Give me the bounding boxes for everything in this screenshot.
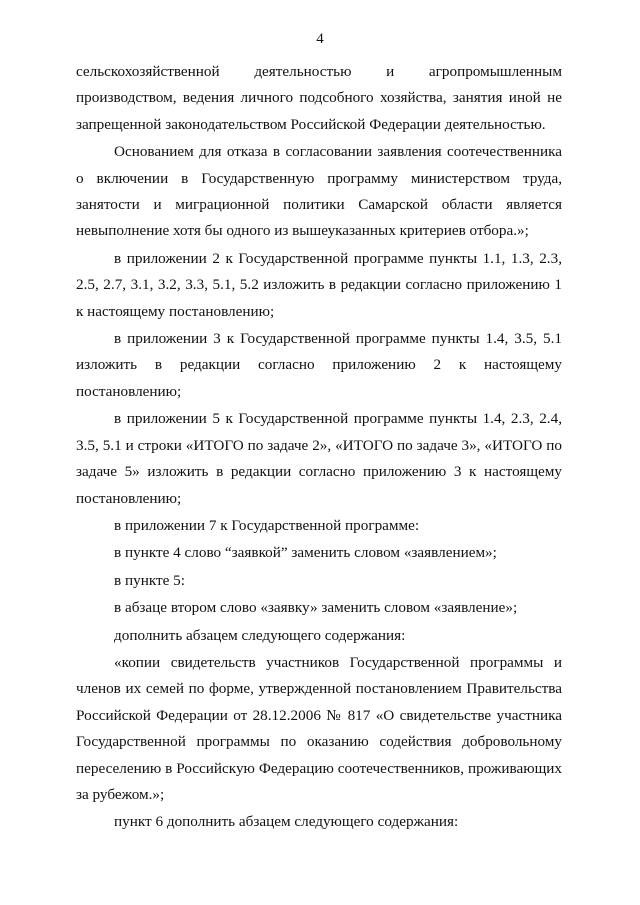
paragraph-12: пункт 6 дополнить абзацем следующего содержания:: [114, 813, 459, 831]
paragraph-7: в пункте 4 слово “заявкой” заменить словом «заявлением»;: [114, 544, 497, 562]
paragraph-4: в приложении 3 к Государственной программе пункты 1.4, 3.5, 5.1 изложить в редакции согласно приложению 2 к настоящему постановлению;: [76, 330, 562, 400]
document-body: [76, 59, 562, 836]
paragraph-8: в пункте 5:: [114, 571, 185, 589]
paragraph-11: «копии свидетельств участников Государственной программы и членов их семей по форме, утвержденной постановлением Правительства Российской Федерации от 28.12.2006 № 817 «О свидетельстве участника Государственной программы по оказанию содействия добровольному переселению в Российскую Федерацию соотечественников, проживающих за рубежом.»;: [76, 653, 562, 803]
paragraph-9: в абзаце втором слово «заявку» заменить словом «заявление»;: [114, 599, 518, 617]
paragraph-1: сельскохозяйственной деятельностью и агропромышленным производством, ведения личного подсобного хозяйства, занятия иной не запрещенной законодательством Российской Федерации деятельностью.: [76, 63, 562, 133]
paragraph-10: дополнить абзацем следующего содержания:: [114, 626, 406, 644]
paragraph-6: в приложении 7 к Государственной программе:: [114, 516, 420, 534]
page-number: 4: [316, 31, 324, 47]
paragraph-5: в приложении 5 к Государственной программе пункты 1.4, 2.3, 2.4, 3.5, 5.1 и строки «ИТОГО по задаче 2», «ИТОГО по задаче 3», «ИТОГО по задаче 5» изложить в редакции согласно приложению 3 к настоящему постановлению;: [76, 410, 562, 507]
paragraph-2: Основанием для отказа в согласовании заявления соотечественника о включении в Государственную программу министерством труда, занятости и миграционной политики Самарской области является невыполнение хотя бы одного из вышеуказанных критериев отбора.»;: [76, 143, 562, 240]
paragraph-3: в приложении 2 к Государственной программе пункты 1.1, 1.3, 2.3, 2.5, 2.7, 3.1, 3.2, 3.3, 5.1, 5.2 изложить в редакции согласно приложению 1 к настоящему постановлению;: [76, 249, 562, 320]
